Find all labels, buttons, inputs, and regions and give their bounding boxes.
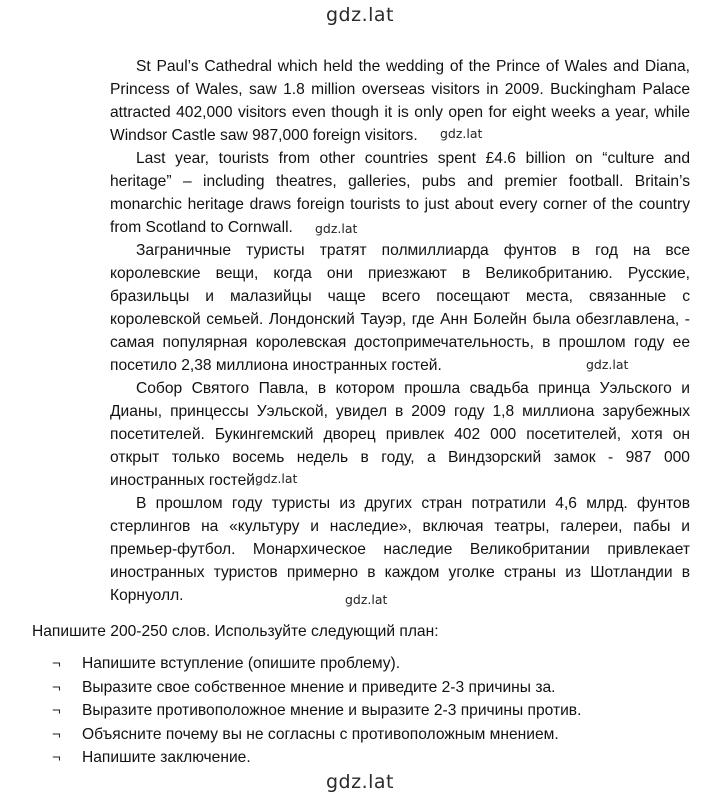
plan-item-text: Объясните почему вы не согласны с противоположным мнением. (82, 725, 559, 743)
list-item (52, 699, 581, 723)
plan-item-text: Выразите противоположное мнение и выразите 2-3 причины против. (82, 702, 582, 719)
paragraph-en-1: St Paul’s Cathedral which held the wedding of the Prince of Wales and Diana, Princess of Wales, saw 1.8 million overseas visitors in 2009. Buckingham Palace attracted 402,000 visitors even though it is only open for eight weeks a year, while Windsor Castle saw 987,000 foreign visitors. (110, 58, 690, 144)
inline-watermark: gdz.lat (440, 126, 483, 141)
document-body (110, 55, 690, 607)
list-item (52, 676, 581, 700)
bullet-icon: ¬ (52, 655, 61, 672)
bullet-icon: ¬ (52, 725, 61, 743)
paragraph-ru-3: В прошлом году туристы из других стран потратили 4,6 млрд. фунтов стерлингов на «культуру и наследие», включая театры, галереи, пабы и премьер-футбол. Монархическое наследие Великобритании привлекает иностранных туристов примерно в каждом уголке страны из Шотландии в Корнуолл. (110, 495, 690, 604)
plan-list (52, 652, 581, 770)
bullet-icon: ¬ (52, 702, 61, 719)
footer-watermark: gdz.lat (325, 771, 394, 793)
plan-item-text: Выразите свое собственное мнение и приведите 2-3 причины за. (82, 678, 556, 696)
inline-watermark: gdz.lat (345, 592, 388, 607)
paragraph-en-2: Last year, tourists from other countries spent £4.6 billion on “culture and heritage” – including theatres, galleries, pubs and premier football. Britain’s monarchic heritage draws foreign tourists to just about every corner of the country from Scotland to Cornwall. (110, 150, 690, 236)
plan-item-text: Напишите заключение. (82, 749, 251, 766)
header-watermark: gdz.lat (325, 4, 394, 26)
bullet-icon: ¬ (52, 749, 61, 766)
task-instruction: Напишите 200-250 слов. Используйте следующий план: (32, 623, 439, 640)
inline-watermark: gdz.lat (255, 471, 298, 486)
plan-item-text: Напишите вступление (опишите проблему). (82, 655, 401, 672)
list-item (52, 652, 581, 676)
bullet-icon: ¬ (52, 678, 61, 696)
list-item (52, 746, 581, 770)
paragraph-ru-1: Заграничные туристы тратят полмиллиарда фунтов в год на все королевские вещи, когда они приезжают в Великобританию. Русские, бразильцы и малазийцы чаще всего посещают места, связанные с королевской семьей. Лондонский Тауэр, где Анн Болейн была обезглавлена, - самая популярная королевская достопримечательность, в прошлом году ее посетило 2,38 миллиона иностранных гостей. (110, 242, 690, 374)
paragraph-ru-2: Собор Святого Павла, в котором прошла свадьба принца Уэльского и Дианы, принцессы Уэльской, увидел в 2009 году 1,8 миллиона зарубежных посетителей. Букингемский дворец привлек 402 000 посетителей, хотя он открыт только восемь недель в году, а Виндзорский замок - 987 000 иностранных гостей. (110, 380, 690, 489)
inline-watermark: gdz.lat (586, 357, 629, 372)
list-item (52, 723, 581, 747)
inline-watermark: gdz.lat (315, 221, 358, 236)
